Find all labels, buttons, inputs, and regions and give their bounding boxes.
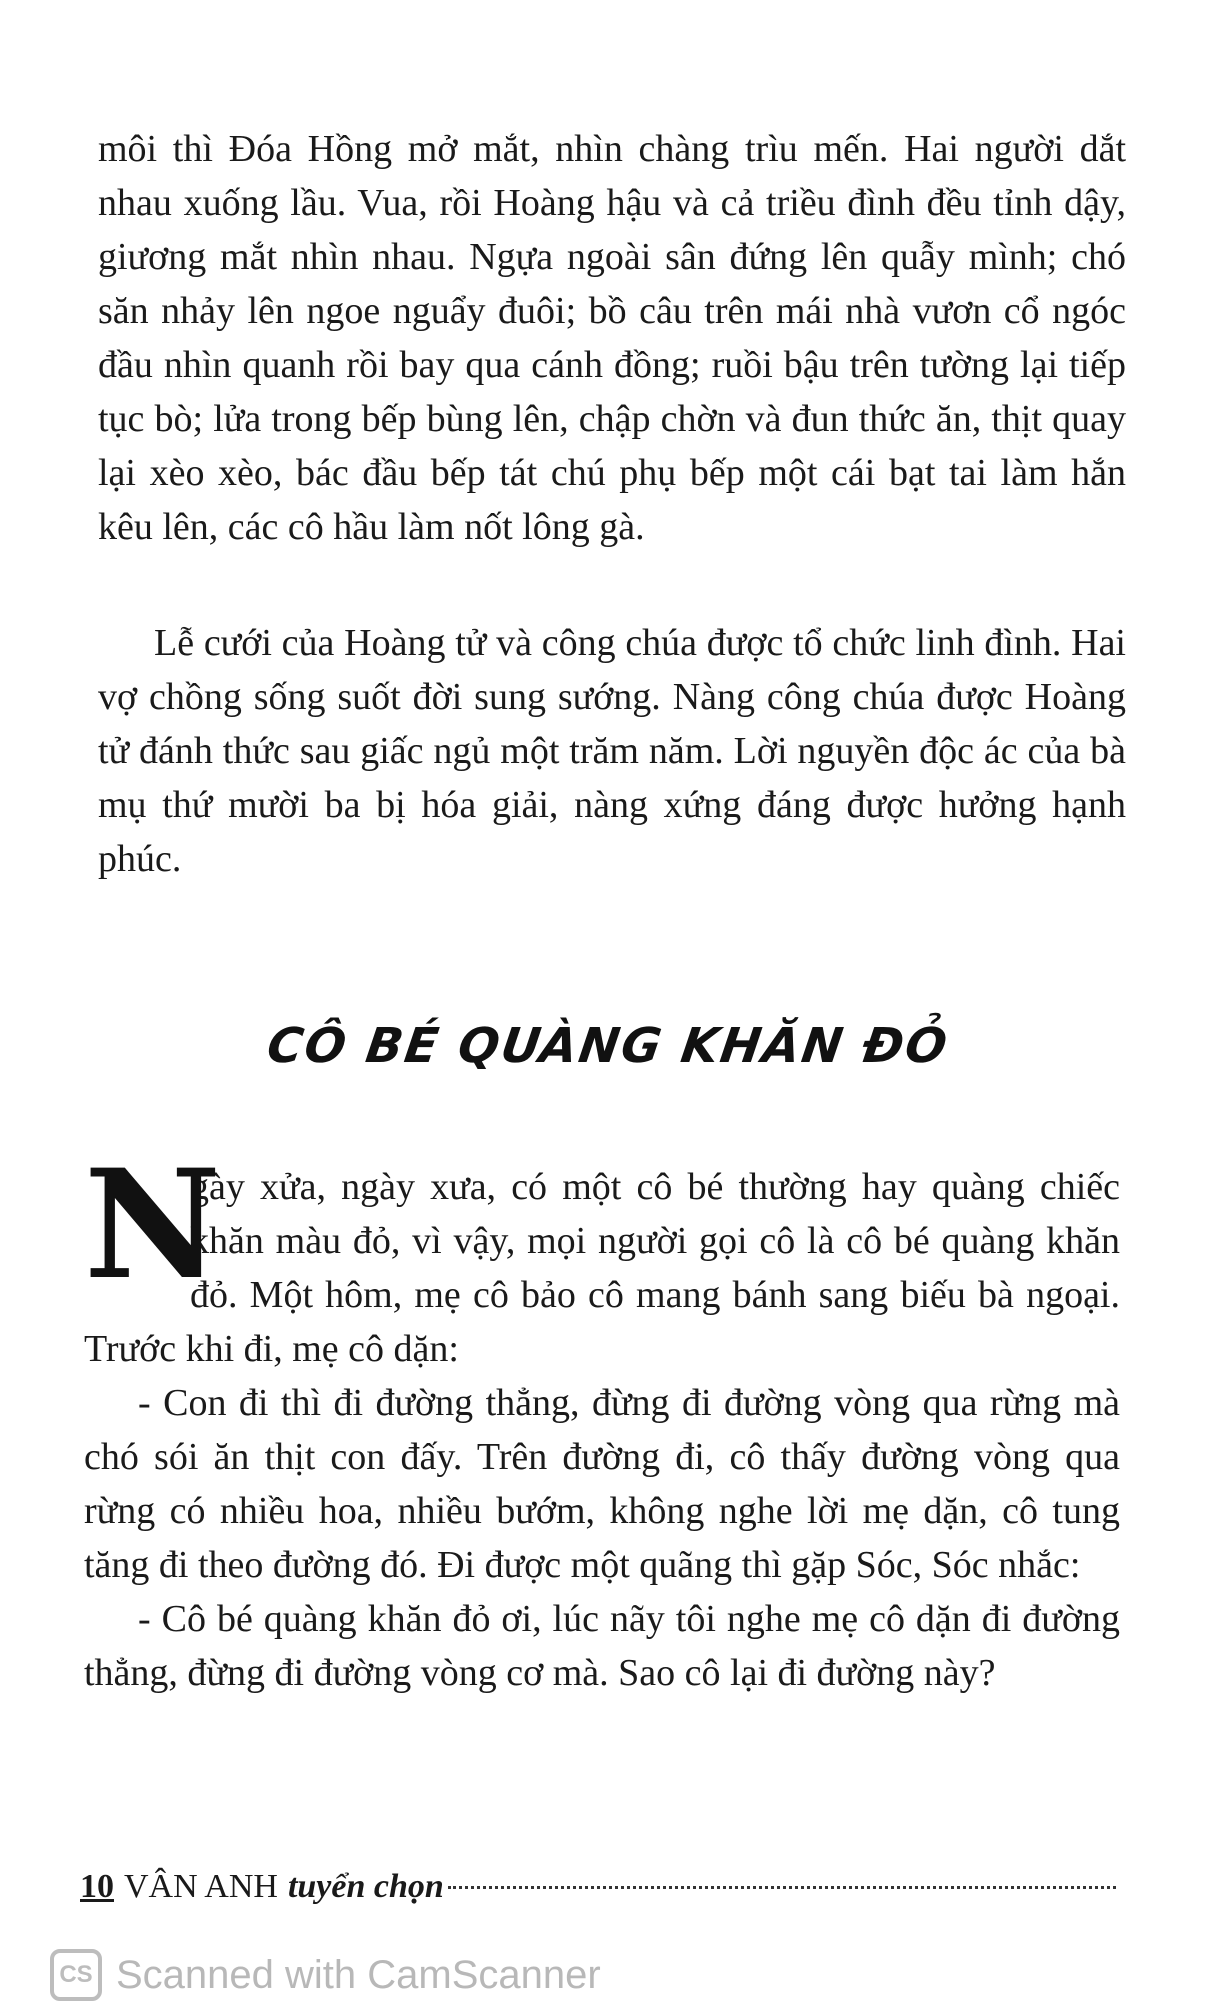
text-block-ending (98, 616, 1126, 886)
page-footer (80, 1868, 1116, 1918)
story-dialog-2: - Cô bé quàng khăn đỏ ơi, lúc nãy tôi nghe mẹ cô dặn đi đường thẳng, đừng đi đường vòng cơ mà. Sao cô lại đi đường này? (84, 1598, 1120, 1694)
text-block-top (98, 122, 1126, 554)
footer-author: VÂN ANH (124, 1868, 278, 1905)
story-opening: gày xửa, ngày xưa, có một cô bé thường hay quàng chiếc khăn màu đỏ, vì vậy, mọi người gọi cô là cô bé quàng khăn đỏ. Một hôm, mẹ cô bảo cô mang bánh sang biếu bà ngoại. Trước khi đi, mẹ cô dặn: (84, 1166, 1120, 1370)
footer-editor: tuyển chọn (287, 1868, 444, 1905)
page-number: 10 (80, 1868, 114, 1905)
watermark-text: Scanned with CamScanner (116, 1952, 601, 1997)
paragraph-1: môi thì Đóa Hồng mở mắt, nhìn chàng trìu mến. Hai người dắt nhau xuống lầu. Vua, rồi Hoàng hậu và cả triều đình đều tỉnh dậy, giương mắt nhìn nhau. Ngựa ngoài sân đứng lên quẫy mình; chó săn nhảy lên ngoe nguẩy đuôi; bồ câu trên mái nhà vươn cổ ngóc đầu nhìn quanh rồi bay qua cánh đồng; ruồi bậu trên tường lại tiếp tục bò; lửa trong bếp bùng lên, chập chờn và đun thức ăn, thịt quay lại xèo xèo, bác đầu bếp tát chú phụ bếp một cái bạt tai làm hắn kêu lên, các cô hầu làm nốt lông gà. (98, 128, 1126, 548)
story-dialog-1: - Con đi thì đi đường thẳng, đừng đi đường vòng qua rừng mà chó sói ăn thịt con đấy. Trên đường đi, cô thấy đường vòng qua rừng có nhiều hoa, nhiều bướm, không nghe lời mẹ dặn, cô tung tăng đi theo đường đó. Đi được một quãng thì gặp Sóc, Sóc nhắc: (84, 1382, 1120, 1586)
dropcap-ornament (84, 1137, 222, 1313)
paragraph-2: Lễ cưới của Hoàng tử và công chúa được tổ chức linh đình. Hai vợ chồng sống suốt đời sung sướng. Nàng công chúa được Hoàng tử đánh thức sau giấc ngủ một trăm năm. Lời nguyền độc ác của bà mụ thứ mười ba bị hóa giải, nàng xứng đáng được hưởng hạnh phúc. (98, 622, 1126, 880)
camscanner-watermark (50, 1945, 601, 2005)
dropcap-letter: N (84, 1137, 222, 1313)
story-body (84, 1137, 1120, 1700)
camscanner-logo-icon: CS (50, 1949, 102, 2001)
footer-dotted-leader (448, 1886, 1116, 1889)
story-title: CÔ BÉ QUÀNG KHĂN ĐỎ (263, 1018, 953, 1074)
